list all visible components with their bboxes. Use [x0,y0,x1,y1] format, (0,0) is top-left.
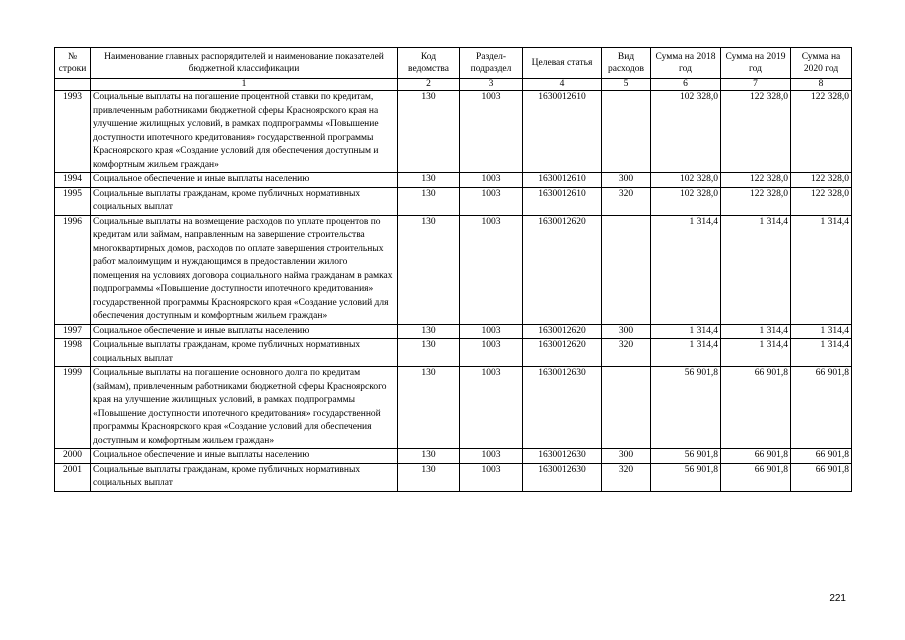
column-number: 4 [523,79,602,91]
row-expense-type [602,367,651,449]
header-dept-code: Код ведомства [398,48,460,79]
row-dept-code: 130 [398,187,460,215]
budget-table [54,47,852,492]
row-dept-code: 130 [398,449,460,464]
header-name: Наименование главных распорядителей и наименование показателей бюджетной классификации [91,48,398,79]
row-number: 1996 [55,215,91,324]
row-sum-2020: 122 328,0 [791,187,852,215]
row-name: Социальные выплаты гражданам, кроме публичных нормативных социальных выплат [91,339,398,367]
row-dept-code: 130 [398,173,460,188]
row-section: 1003 [460,449,523,464]
row-expense-type: 320 [602,187,651,215]
column-number: 2 [398,79,460,91]
row-dept-code: 130 [398,463,460,491]
row-sum-2018: 1 314,4 [651,339,721,367]
row-name: Социальные выплаты гражданам, кроме публичных нормативных социальных выплат [91,463,398,491]
row-sum-2020: 1 314,4 [791,324,852,339]
row-target-article: 1630012610 [523,187,602,215]
column-number: 5 [602,79,651,91]
row-sum-2019: 122 328,0 [721,91,791,173]
row-dept-code: 130 [398,215,460,324]
column-number: 7 [721,79,791,91]
row-target-article: 1630012630 [523,367,602,449]
row-sum-2020: 1 314,4 [791,215,852,324]
row-number: 2001 [55,463,91,491]
row-number: 1994 [55,173,91,188]
row-sum-2018: 1 314,4 [651,215,721,324]
header-sum-2020: Сумма на 2020 год [791,48,852,79]
table-row [55,463,852,491]
row-expense-type [602,215,651,324]
row-sum-2020: 66 901,8 [791,463,852,491]
row-section: 1003 [460,215,523,324]
column-number [55,79,91,91]
row-number: 1998 [55,339,91,367]
row-sum-2019: 1 314,4 [721,324,791,339]
row-sum-2020: 122 328,0 [791,173,852,188]
row-dept-code: 130 [398,339,460,367]
table-row [55,215,852,324]
row-section: 1003 [460,91,523,173]
table-row [55,367,852,449]
row-expense-type: 300 [602,173,651,188]
table-row [55,173,852,188]
header-target-article: Целевая статья [523,48,602,79]
header-row-number: № строки [55,48,91,79]
row-expense-type [602,91,651,173]
page-number: 221 [829,593,846,604]
row-sum-2018: 56 901,8 [651,463,721,491]
row-sum-2020: 122 328,0 [791,91,852,173]
row-sum-2018: 102 328,0 [651,173,721,188]
header-sum-2018: Сумма на 2018 год [651,48,721,79]
row-target-article: 1630012620 [523,339,602,367]
row-name: Социальное обеспечение и иные выплаты населению [91,173,398,188]
row-sum-2019: 66 901,8 [721,463,791,491]
row-section: 1003 [460,339,523,367]
row-number: 1995 [55,187,91,215]
row-section: 1003 [460,367,523,449]
column-number: 1 [91,79,398,91]
header-sum-2019: Сумма на 2019 год [721,48,791,79]
row-sum-2018: 1 314,4 [651,324,721,339]
row-expense-type: 320 [602,339,651,367]
row-number: 1999 [55,367,91,449]
row-name: Социальные выплаты гражданам, кроме публичных нормативных социальных выплат [91,187,398,215]
row-section: 1003 [460,173,523,188]
row-sum-2019: 66 901,8 [721,449,791,464]
row-sum-2020: 66 901,8 [791,449,852,464]
row-number: 2000 [55,449,91,464]
table-row [55,324,852,339]
row-section: 1003 [460,187,523,215]
row-target-article: 1630012620 [523,215,602,324]
table-row [55,339,852,367]
row-sum-2019: 66 901,8 [721,367,791,449]
row-target-article: 1630012630 [523,463,602,491]
row-sum-2018: 56 901,8 [651,449,721,464]
row-sum-2019: 122 328,0 [721,173,791,188]
row-sum-2018: 102 328,0 [651,91,721,173]
table-row [55,187,852,215]
row-target-article: 1630012620 [523,324,602,339]
row-name: Социальные выплаты на погашение процентной ставки по кредитам, привлеченным работниками бюджетной сферы Красноярского края на улучшение жилищных условий, в рамках подпрограммы «Повышение доступности ипотечного кредитования» государственной программы Красноярского края «Создание условий для обеспечения доступным и комфортным жильем граждан» [91,91,398,173]
row-dept-code: 130 [398,367,460,449]
row-name: Социальные выплаты на погашение основного долга по кредитам (займам), привлеченным работниками бюджетной сферы Красноярского края на улучшение жилищных условий, в рамках подпрограммы «Повышение доступности ипотечного кредитования» государственной программы Красноярского края «Создание условий для обеспечения доступным и комфортным жильем граждан» [91,367,398,449]
table-row [55,91,852,173]
row-dept-code: 130 [398,91,460,173]
header-expense-type: Вид расходов [602,48,651,79]
column-number-row [55,79,852,91]
header-section: Раздел-подраздел [460,48,523,79]
row-name: Социальные выплаты на возмещение расходов по уплате процентов по кредитам или займам, направленным на завершение строительства многоквартирных домов, расходов по оплате завершения строительных работ малоимущим и нуждающимся в предоставлении жилого помещения на условиях договора социального найма гражданам в рамках подпрограммы «Повышение доступности ипотечного кредитования» государственной программы Красноярского края «Создание условий для обеспечения доступным и комфортным жильем граждан» [91,215,398,324]
row-expense-type: 300 [602,449,651,464]
row-sum-2019: 1 314,4 [721,339,791,367]
column-number: 8 [791,79,852,91]
row-expense-type: 300 [602,324,651,339]
table-row [55,449,852,464]
row-section: 1003 [460,324,523,339]
row-number: 1997 [55,324,91,339]
row-name: Социальное обеспечение и иные выплаты населению [91,324,398,339]
row-dept-code: 130 [398,324,460,339]
row-expense-type: 320 [602,463,651,491]
row-name: Социальное обеспечение и иные выплаты населению [91,449,398,464]
row-sum-2019: 122 328,0 [721,187,791,215]
row-sum-2019: 1 314,4 [721,215,791,324]
header-row [55,48,852,79]
row-sum-2020: 66 901,8 [791,367,852,449]
row-section: 1003 [460,463,523,491]
row-target-article: 1630012610 [523,173,602,188]
column-number: 3 [460,79,523,91]
row-sum-2018: 102 328,0 [651,187,721,215]
row-number: 1993 [55,91,91,173]
row-target-article: 1630012630 [523,449,602,464]
row-sum-2020: 1 314,4 [791,339,852,367]
row-sum-2018: 56 901,8 [651,367,721,449]
column-number: 6 [651,79,721,91]
row-target-article: 1630012610 [523,91,602,173]
